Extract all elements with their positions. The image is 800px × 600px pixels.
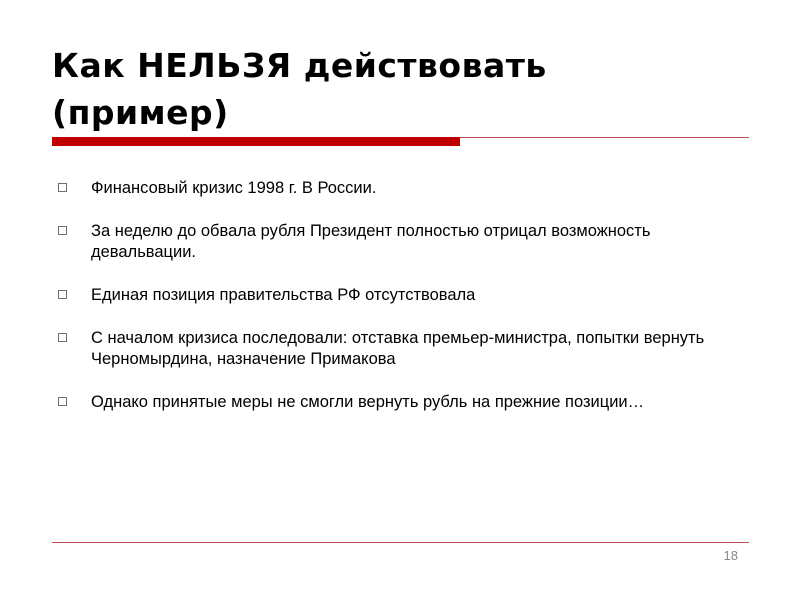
square-bullet-icon	[58, 226, 67, 235]
slide-title-line-2: (пример)	[52, 93, 229, 132]
bullet-text: За неделю до обвала рубля Президент полностью отрицал возможность девальвации.	[91, 222, 651, 261]
square-bullet-icon	[58, 290, 67, 299]
square-bullet-icon	[58, 333, 67, 342]
slide-title-line-1: Как НЕЛЬЗЯ действовать	[52, 46, 547, 85]
bullet-text: Финансовый кризис 1998 г. В России.	[91, 179, 377, 197]
square-bullet-icon	[58, 183, 67, 192]
slide-title	[52, 42, 752, 136]
bullet-item	[58, 392, 748, 413]
bullet-list	[58, 178, 748, 435]
title-underline-accent	[52, 137, 460, 146]
square-bullet-icon	[58, 397, 67, 406]
bullet-item	[58, 221, 748, 263]
bullet-text: Однако принятые меры не смогли вернуть рубль на прежние позиции…	[91, 393, 645, 411]
footer-divider	[52, 542, 749, 543]
page-number: 18	[723, 548, 738, 563]
bullet-text: С началом кризиса последовали: отставка премьер-министра, попытки вернуть Черномырдина, назначение Примакова	[91, 329, 705, 368]
bullet-item	[58, 285, 748, 306]
bullet-text: Единая позиция правительства РФ отсутствовала	[91, 286, 476, 304]
bullet-item	[58, 178, 748, 199]
bullet-item	[58, 328, 748, 370]
